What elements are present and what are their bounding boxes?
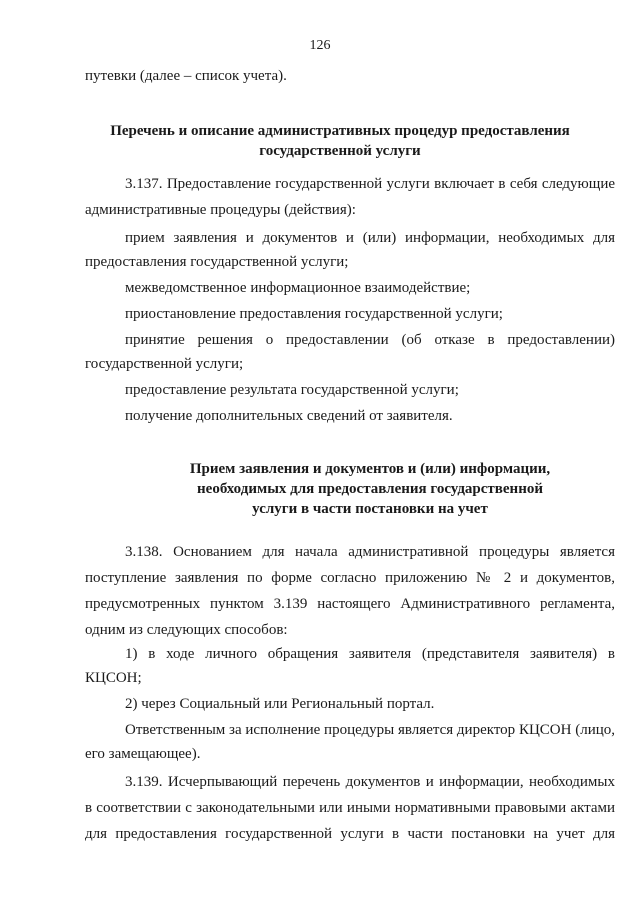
page-number: 126 bbox=[309, 38, 331, 53]
paragraph-line: 3.138. Основанием для начала административной процедуры является bbox=[125, 544, 615, 560]
continuation-text: путевки (далее – список учета). bbox=[85, 68, 287, 84]
list-item: получение дополнительных сведений от заявителя. bbox=[125, 408, 453, 424]
section-heading-line: Перечень и описание административных процедур предоставления bbox=[110, 123, 570, 139]
list-item: межведомственное информационное взаимодействие; bbox=[125, 280, 471, 296]
paragraph-line: 3.139. Исчерпывающий перечень документов и информации, необходимых bbox=[125, 774, 615, 790]
paragraph-line: для предоставления государственной услуги в части постановки на учет для bbox=[85, 826, 615, 842]
list-item-line: 1) в ходе личного обращения заявителя (представителя заявителя) в bbox=[125, 646, 615, 662]
list-item-line: принятие решения о предоставлении (об отказе в предоставлении) bbox=[125, 332, 615, 348]
paragraph-line: его замещающее). bbox=[85, 746, 201, 762]
list-item: 2) через Социальный или Региональный портал. bbox=[125, 696, 435, 712]
list-item: приостановление предоставления государственной услуги; bbox=[125, 306, 503, 322]
section-heading-line: государственной услуги bbox=[259, 143, 421, 159]
paragraph-line: в соответствии с законодательными или иными нормативными правовыми актами bbox=[85, 800, 615, 816]
paragraph-line: поступление заявления по форме согласно приложению № 2 и документов, bbox=[85, 570, 615, 586]
paragraph-line: Ответственным за исполнение процедуры является директор КЦСОН (лицо, bbox=[125, 722, 615, 738]
paragraph-line: одним из следующих способов: bbox=[85, 622, 288, 638]
paragraph-line: административные процедуры (действия): bbox=[85, 202, 356, 218]
paragraph-line: 3.137. Предоставление государственной услуги включает в себя следующие bbox=[125, 176, 615, 192]
paragraph-line: предусмотренных пунктом 3.139 настоящего Административного регламента, bbox=[85, 596, 615, 612]
list-item-line: предоставления государственной услуги; bbox=[85, 254, 349, 270]
section-heading-line: услуги в части постановки на учет bbox=[252, 501, 488, 517]
section-heading-line: Прием заявления и документов и (или) информации, bbox=[189, 461, 551, 477]
section-heading-line: необходимых для предоставления государственной bbox=[197, 481, 543, 497]
list-item-line: государственной услуги; bbox=[85, 356, 244, 372]
list-item: предоставление результата государственной услуги; bbox=[125, 382, 459, 398]
list-item-line: прием заявления и документов и (или) информации, необходимых для bbox=[125, 230, 615, 246]
list-item-line: КЦСОН; bbox=[85, 670, 142, 686]
